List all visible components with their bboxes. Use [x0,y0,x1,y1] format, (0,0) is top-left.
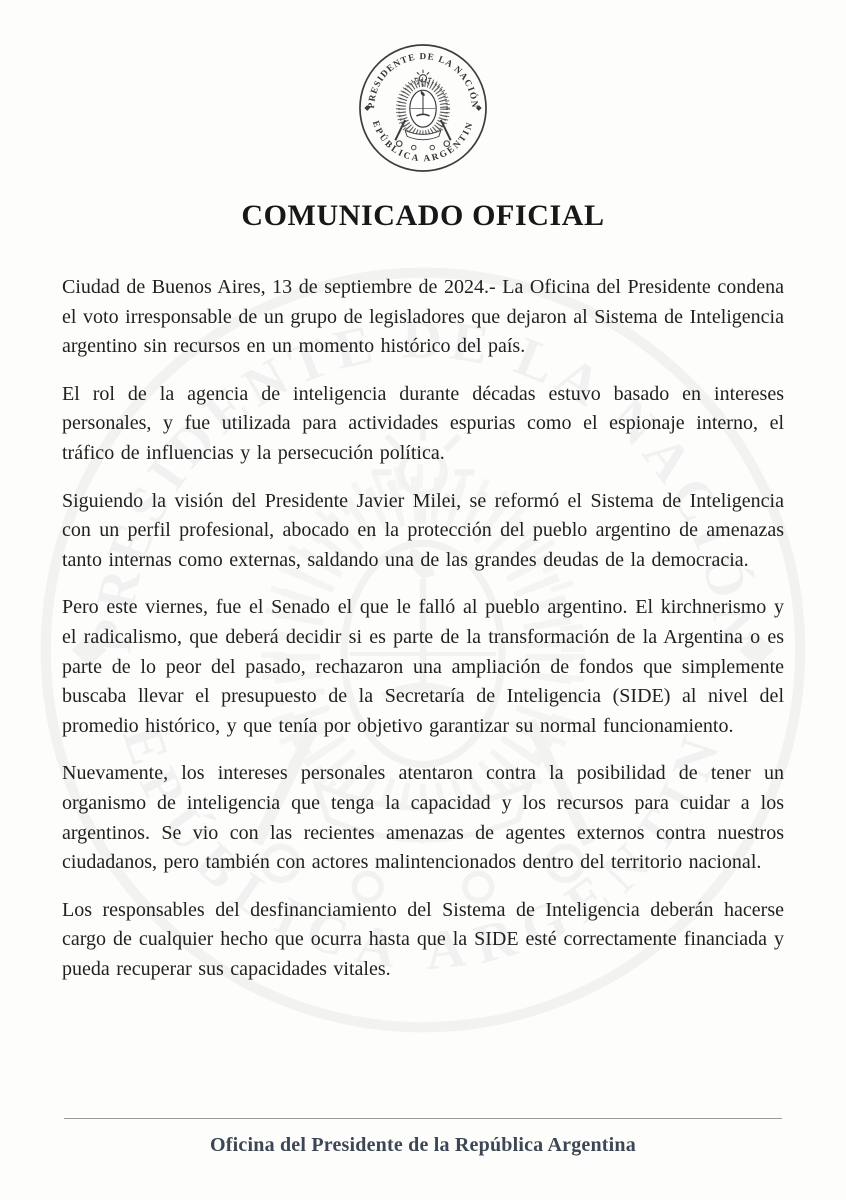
page-title: COMUNICADO OFICIAL [241,199,605,232]
footer-divider [64,1118,782,1119]
paragraph-date-intro: Ciudad de Buenos Aires, 13 de septiembre de 2024.- La Oficina del Presidente condena el voto irresponsable de un grupo de legisladores que dejaron al Sistema de Inteligencia argentino sin recursos en un momento histórico del país. [62,276,784,358]
paragraph-personal-interests: Nuevamente, los intereses personales atentaron contra la posibilidad de tener un organismo de inteligencia que tenga la capacidad y los recursos para cuidar a los argentinos. Se vio con las recientes amenazas de agentes externos contra nuestros ciudadanos, pero también con actores malintencionados dentro del territorio nacional. [62,762,784,874]
presidential-seal [357,42,489,174]
document-footer [62,1118,784,1157]
paragraph-reform: Siguiendo la visión del Presidente Javier Milei, se reformó el Sistema de Inteligencia con un perfil profesional, abocado en la protección del pueblo argentino de amenazas tanto internas como externas, saldando una de las grandes deudas de la democracia. [62,489,784,571]
footer-text: Oficina del Presidente de la República Argentina [210,1134,636,1156]
paragraph-responsibility: Los responsables del desfinanciamiento del Sistema de Inteligencia deberán hacerse cargo de cualquier hecho que ocurra hasta que la SIDE esté correctamente financiada y pueda recuperar sus capacidades vitales. [62,898,784,980]
communique-body [62,273,784,984]
paragraph-senate-vote: Pero este viernes, fue el Senado el que le falló al pueblo argentino. El kirchnerismo y el radicalismo, que deberá decidir si es parte de la transformación de la Argentina o es parte de lo peor del pasado, rechazaron una ampliación de fondos que simplemente buscaba llevar el presupuesto de la Secretaría de Inteligencia (SIDE) al nivel del promedio histórico, y que tenía por objetivo garantizar su normal funcionamiento. [62,596,784,737]
document-header [0,42,846,234]
paragraph-agency-role: El rol de la agencia de inteligencia durante décadas estuvo basado en intereses personales, y fue utilizada para actividades espurias como el espionaje interno, el tráfico de influencias y la persecución política. [62,382,784,464]
presidential-seal-graphic [357,42,489,174]
